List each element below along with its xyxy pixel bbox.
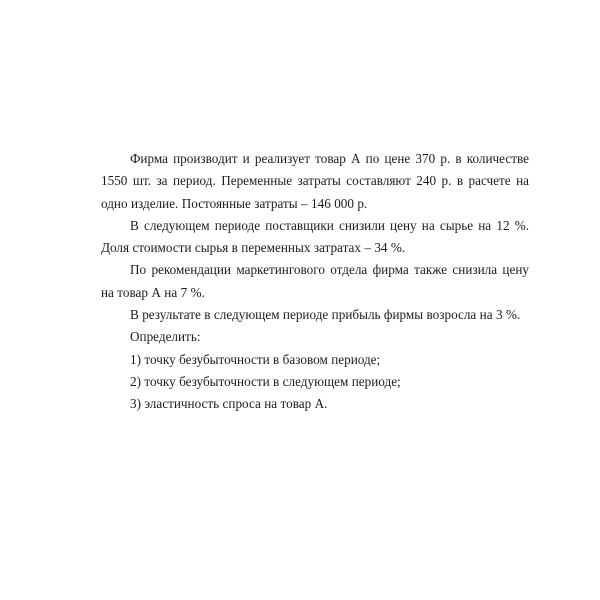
task-item-3: 3) эластичность спроса на товар А. bbox=[130, 396, 328, 412]
paragraph-task-heading: Определить: bbox=[130, 329, 201, 345]
task-item-1: 1) точку безубыточности в базовом периоде; bbox=[130, 351, 381, 367]
document-text-body bbox=[101, 148, 529, 416]
paragraph-marketing-price-change: По рекомендации маркетингового отдела фирма также снизила цену на товар А на 7 %. bbox=[101, 262, 529, 300]
paragraph-problem-statement: Фирма производит и реализует товар А по цене 370 р. в количестве 1550 шт. за период. Переменные затраты составляют 240 р. в расчете на одно изделие. Постоянные затраты – 146 000 р. bbox=[101, 151, 529, 211]
paragraph-supplier-price-change: В следующем периоде поставщики снизили цену на сырье на 12 %. Доля стоимости сырья в переменных затратах – 34 %. bbox=[101, 217, 529, 256]
task-item-2: 2) точку безубыточности в следующем периоде; bbox=[130, 373, 401, 389]
paragraph-profit-result: В результате в следующем периоде прибыль фирмы возросла на 3 %. bbox=[130, 307, 521, 323]
